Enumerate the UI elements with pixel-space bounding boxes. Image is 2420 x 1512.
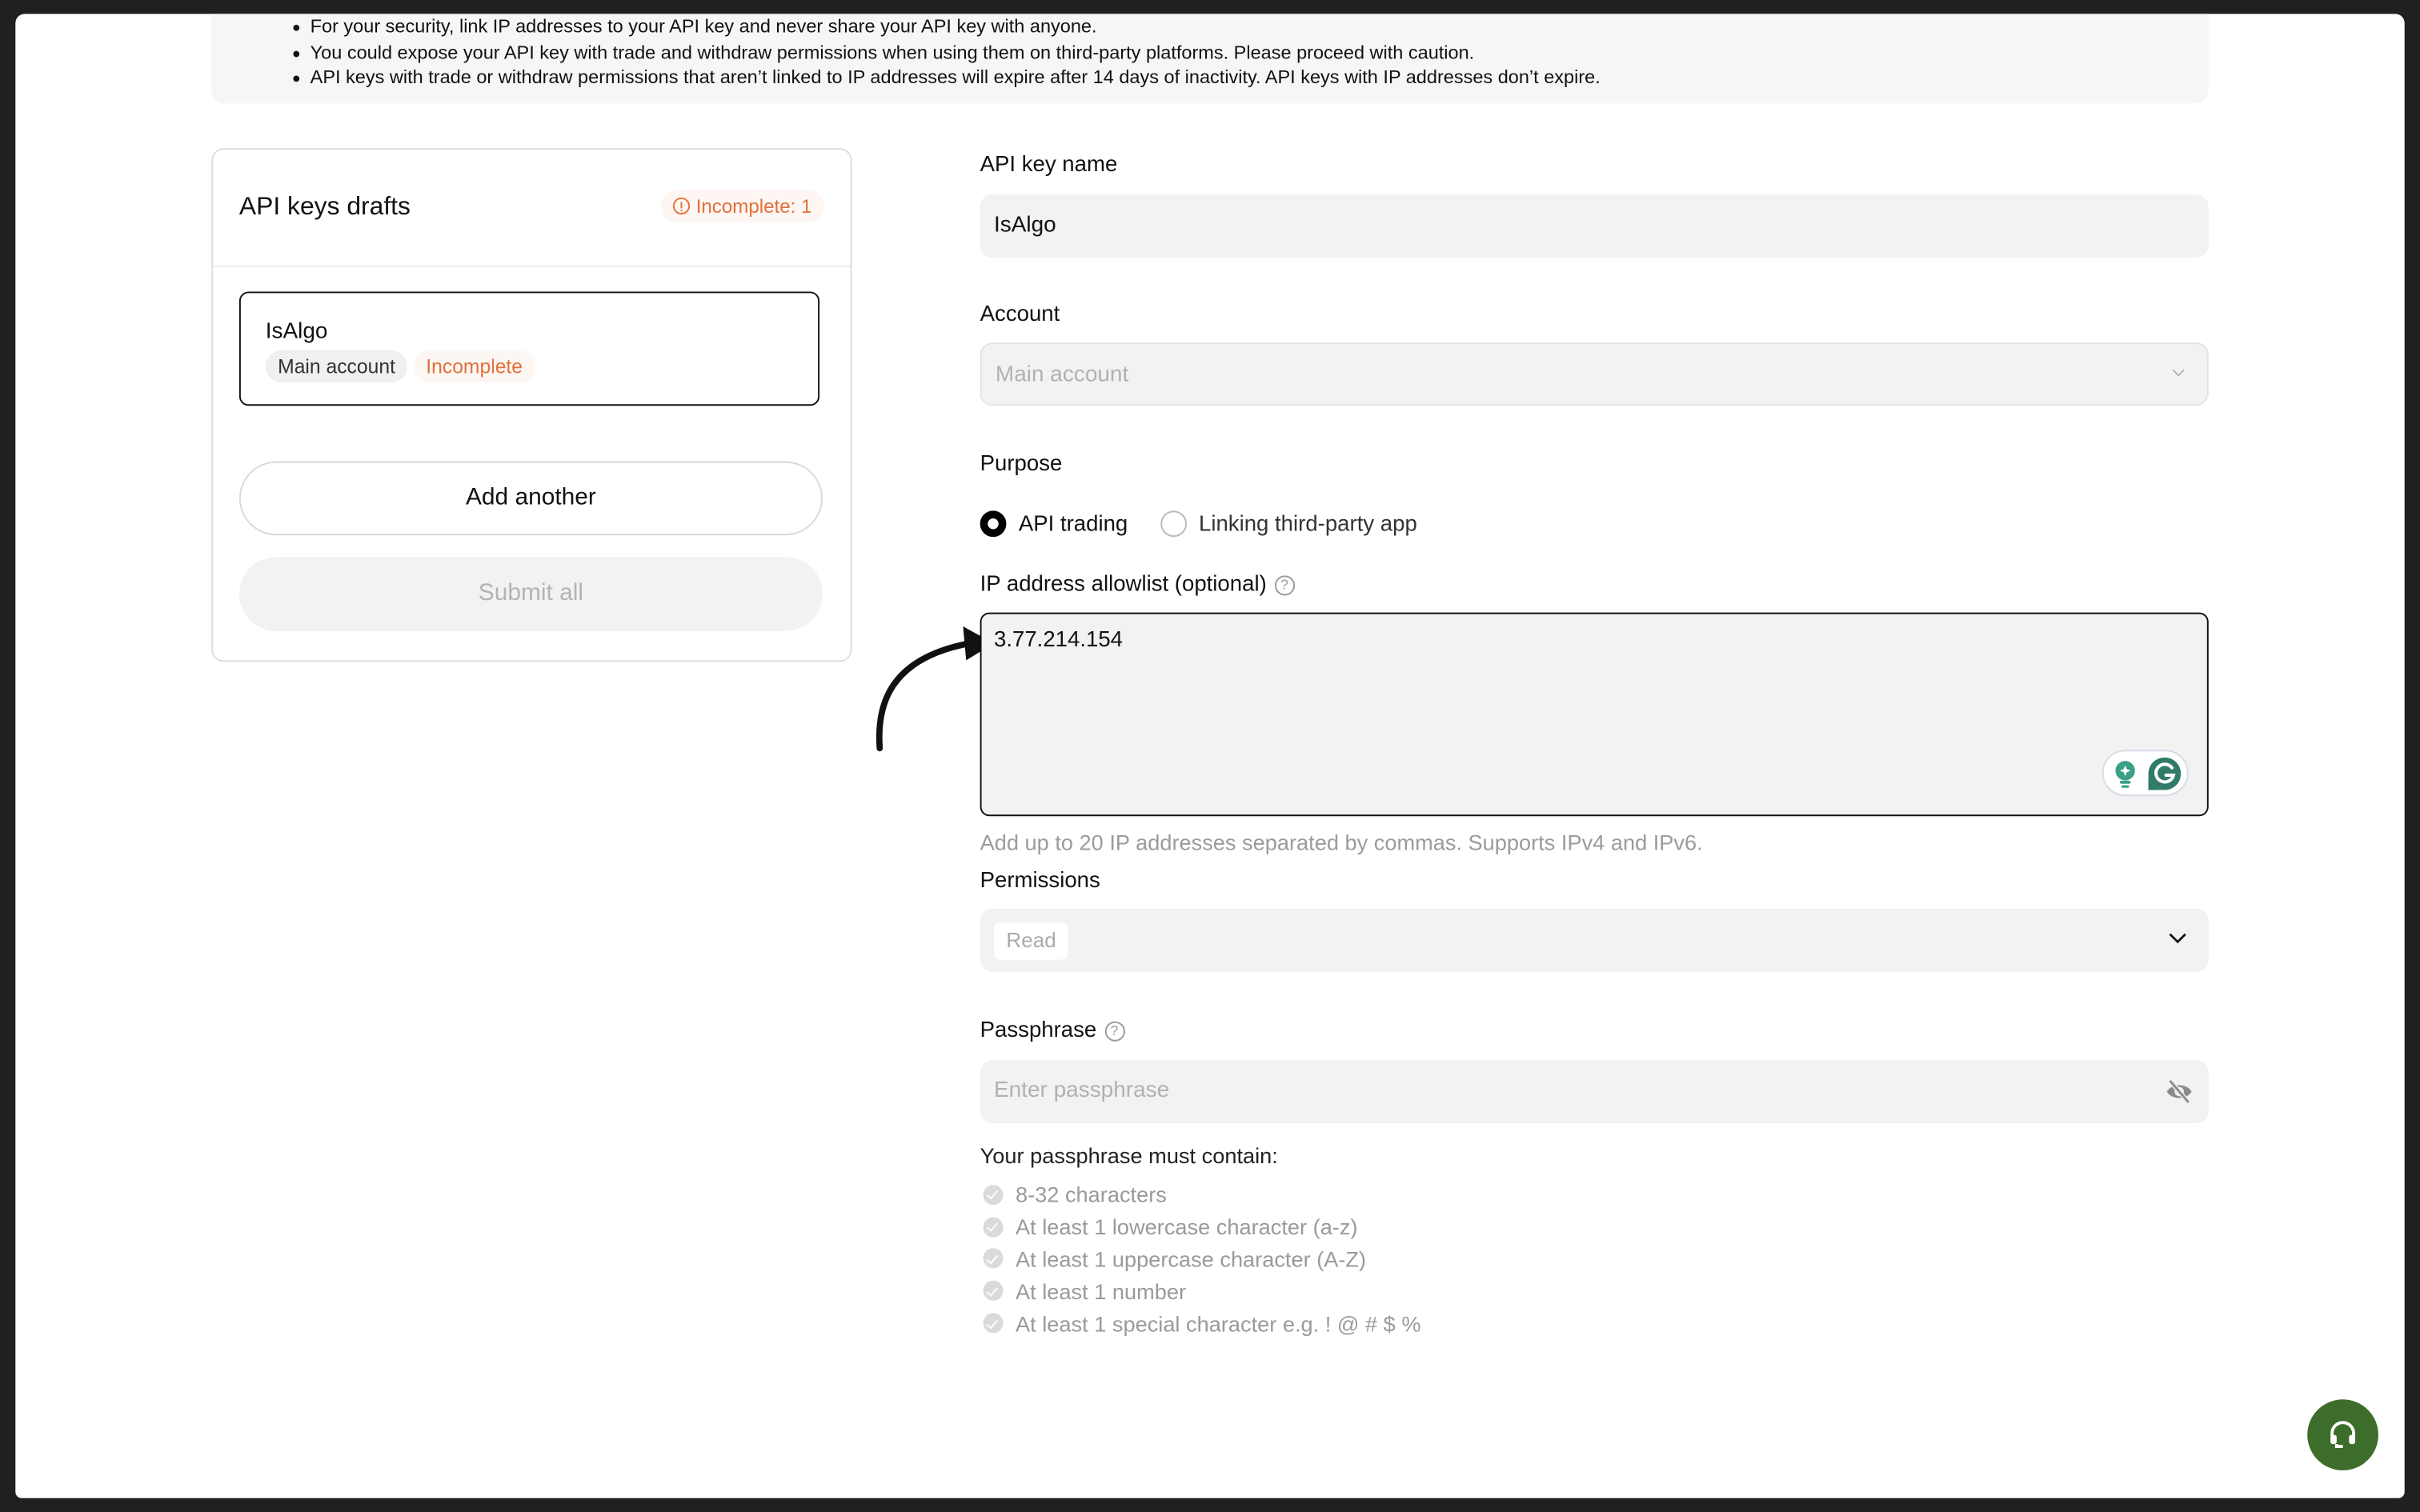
check-circle-icon	[983, 1281, 1003, 1301]
check-circle-icon	[983, 1185, 1003, 1205]
requirement-text: At least 1 uppercase character (A-Z)	[1015, 1246, 1367, 1272]
passphrase-placeholder: Enter passphrase	[993, 1078, 1170, 1103]
permissions-label: Permissions	[980, 868, 1100, 894]
account-chip: Main account	[266, 350, 408, 382]
incomplete-count-label: Incomplete: 1	[695, 194, 812, 217]
ip-allowlist-label: IP address allowlist (optional)	[980, 572, 1267, 598]
account-value: Main account	[995, 362, 1129, 388]
ip-allowlist-value: 3.77.214.154	[993, 627, 1124, 653]
api-key-name-value: IsAlgo	[993, 213, 1056, 238]
permission-tag-read: Read	[994, 922, 1068, 959]
api-keys-drafts-panel	[211, 148, 851, 662]
eye-off-icon[interactable]	[2166, 1078, 2194, 1105]
incomplete-count-badge	[660, 190, 824, 222]
check-circle-icon	[983, 1313, 1003, 1333]
requirement-item	[980, 1178, 1421, 1210]
account-select[interactable]	[980, 342, 2209, 406]
radio-linking-third-party[interactable]	[1160, 510, 1187, 537]
requirement-text: 8-32 characters	[1015, 1182, 1167, 1207]
security-notice	[211, 14, 2209, 103]
api-key-name-input[interactable]	[980, 194, 2209, 258]
help-icon[interactable]: ?	[1104, 1022, 1124, 1042]
ip-allowlist-textarea[interactable]	[980, 613, 2209, 817]
purpose-radio-group	[980, 510, 1417, 537]
requirement-text: At least 1 lowercase character (a-z)	[1015, 1214, 1358, 1240]
help-icon[interactable]: ?	[1274, 575, 1294, 595]
notice-item: For your security, link IP addresses to your API key and never share your API key with anyone.	[311, 14, 2209, 39]
passphrase-label: Passphrase	[980, 1018, 1097, 1043]
passphrase-requirements-title: Your passphrase must contain:	[980, 1143, 1278, 1168]
submit-all-button[interactable]: Submit all	[239, 557, 823, 631]
ip-allowlist-label-row	[980, 572, 1295, 597]
notice-item: You could expose your API key with trade and withdraw permissions when using them on third-party platforms. Please proceed with caution.	[311, 39, 2209, 65]
requirement-item	[980, 1307, 1421, 1339]
status-chip: Incomplete	[414, 350, 535, 382]
ip-allowlist-hint: Add up to 20 IP addresses separated by commas. Supports IPv4 and IPv6.	[980, 830, 1703, 855]
headset-icon	[2327, 1419, 2358, 1450]
requirement-text: At least 1 special character e.g. ! @ # $ %	[1015, 1310, 1421, 1336]
check-circle-icon	[983, 1217, 1003, 1237]
permissions-select[interactable]	[980, 909, 2209, 972]
grammarly-widget[interactable]	[2102, 750, 2189, 796]
drafts-title: API keys drafts	[238, 193, 411, 221]
passphrase-requirements-list	[980, 1178, 1421, 1339]
passphrase-label-row	[980, 1018, 1124, 1043]
notice-list	[211, 14, 2209, 90]
api-key-name-label: API key name	[980, 152, 1118, 178]
radio-api-trading-label[interactable]: API trading	[1018, 511, 1128, 537]
warning-icon	[673, 198, 690, 214]
requirement-item	[980, 1211, 1421, 1243]
chevron-down-icon	[2169, 932, 2187, 944]
radio-linking-third-party-label[interactable]: Linking third-party app	[1198, 511, 1417, 537]
check-circle-icon	[983, 1249, 1003, 1269]
passphrase-input[interactable]	[980, 1060, 2209, 1123]
support-chat-button[interactable]	[2307, 1399, 2378, 1470]
requirement-text: At least 1 number	[1015, 1278, 1187, 1304]
draft-name: IsAlgo	[265, 319, 328, 345]
chevron-down-icon	[2171, 366, 2185, 379]
add-another-button[interactable]: Add another	[239, 462, 823, 536]
grammarly-logo-icon[interactable]	[2147, 756, 2182, 791]
grammarly-bulb-icon[interactable]	[2114, 761, 2136, 789]
requirement-item	[980, 1275, 1421, 1307]
requirement-item	[980, 1243, 1421, 1275]
draft-item-isalgo[interactable]	[239, 291, 819, 406]
notice-item: API keys with trade or withdraw permissions that aren’t linked to IP addresses will expire after 14 days of inactivity. API keys with IP addresses don’t expire.	[311, 65, 2209, 90]
browser-viewport	[15, 14, 2404, 1498]
radio-api-trading[interactable]	[980, 510, 1007, 537]
drafts-header	[213, 150, 850, 267]
account-label: Account	[980, 302, 1060, 327]
purpose-label: Purpose	[980, 452, 1063, 477]
